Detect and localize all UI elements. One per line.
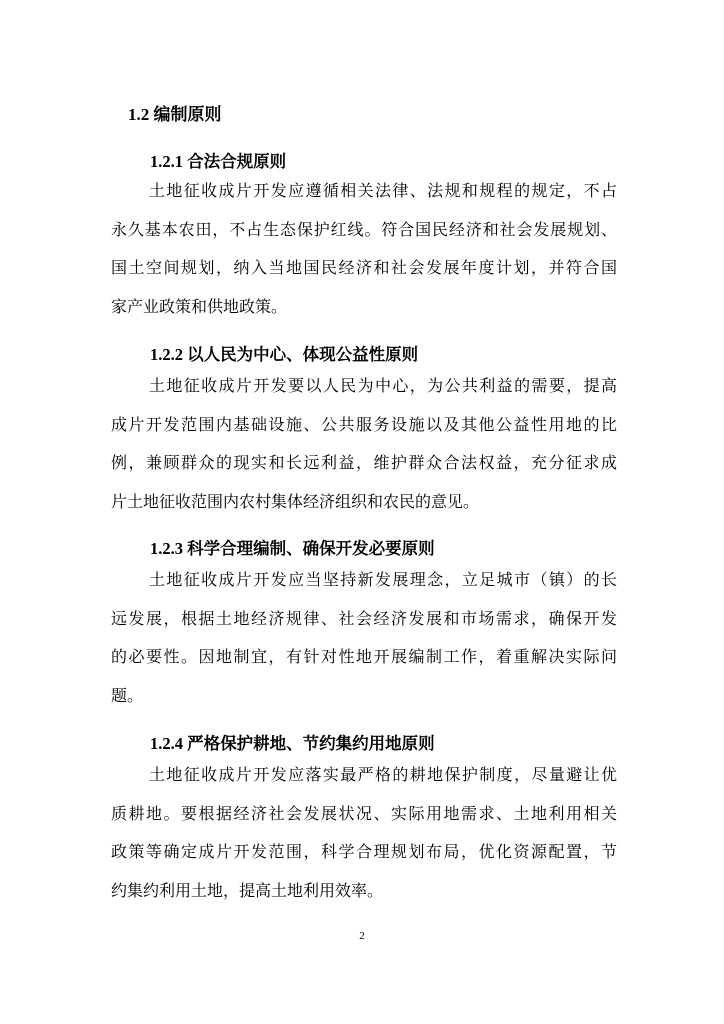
paragraph-1-2-2 <box>111 367 617 521</box>
paragraph-line: 题。 <box>111 685 144 705</box>
paragraph-line: 土地征收成片开发应遵循相关法律、法规和规程的规定，不占 <box>149 181 617 200</box>
paragraph-line: 土地征收成片开发应当坚持新发展理念，立足城市（镇）的长 <box>149 570 617 589</box>
subsection-heading-1-2-1: 1.2.1 合法合规原则 <box>150 152 287 171</box>
paragraph-line: 质耕地。要根据经济社会发展状况、实际用地需求、土地利用相关 <box>111 803 617 823</box>
paragraph-line: 政策等确定成片开发范围，科学合理规划布局，优化资源配置，节 <box>111 842 617 861</box>
paragraph-1-2-4 <box>111 756 617 910</box>
subsection-heading-1-2-4: 1.2.4 严格保护耕地、节约集约用地原则 <box>150 734 435 753</box>
paragraph-line: 成片开发范围内基础设施、公共服务设施以及其他公益性用地的比 <box>111 414 617 434</box>
paragraph-line: 的必要性。因地制宜，有针对性地开展编制工作，着重解决实际问 <box>111 647 617 666</box>
paragraph-line: 土地征收成片开发要以人民为中心，为公共利益的需要，提高 <box>149 376 617 395</box>
paragraph-line: 远发展，根据土地经济规律、社会经济发展和市场需求，确保开发 <box>111 608 617 628</box>
paragraph-line: 土地征收成片开发应落实最严格的耕地保护制度，尽量避让优 <box>149 765 617 784</box>
subsection-heading-1-2-3: 1.2.3 科学合理编制、确保开发必要原则 <box>150 539 435 558</box>
paragraph-line: 永久基本农田，不占生态保护红线。符合国民经济和社会发展规划、 <box>111 219 617 239</box>
page-number: 2 <box>359 930 365 942</box>
section-heading: 1.2 编制原则 <box>128 105 222 124</box>
paragraph-line: 约集约利用土地，提高土地利用效率。 <box>111 880 384 900</box>
paragraph-line: 国土空间规划，纳入当地国民经济和社会发展年度计划，并符合国 <box>111 258 617 277</box>
paragraph-1-2-1 <box>111 172 617 326</box>
paragraph-line: 片土地征收范围内农村集体经济组织和农民的意见。 <box>111 491 480 511</box>
paragraph-line: 例，兼顾群众的现实和长远利益，维护群众合法权益，充分征求成 <box>111 453 617 472</box>
paragraph-line: 家产业政策和供地政策。 <box>111 296 288 316</box>
subsection-heading-1-2-2: 1.2.2 以人民为中心、体现公益性原则 <box>150 345 419 364</box>
paragraph-1-2-3 <box>111 561 617 715</box>
